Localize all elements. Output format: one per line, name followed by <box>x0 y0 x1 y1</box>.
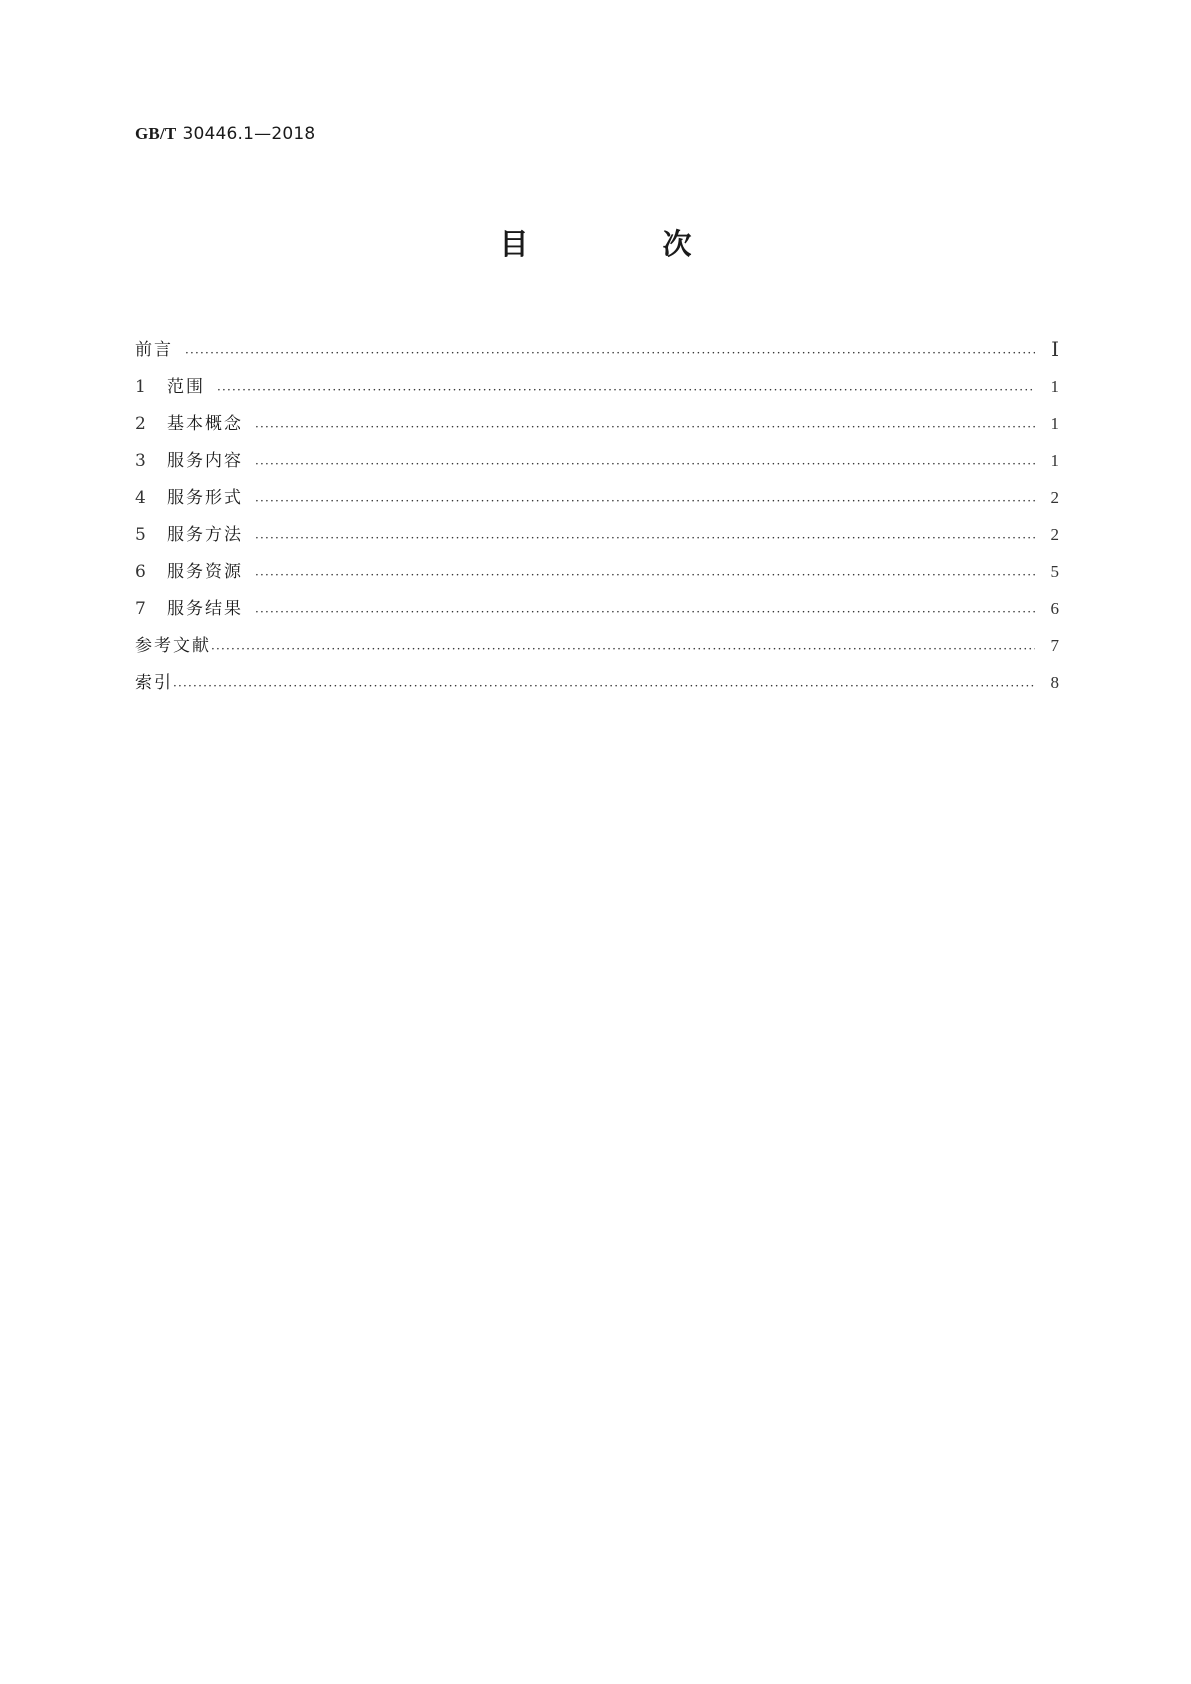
toc-page-number: 1 <box>1050 377 1059 396</box>
toc-page-number: 1 <box>1050 451 1059 470</box>
toc-entry-label: 索引 <box>135 673 173 693</box>
toc-entry-label: 服务内容 <box>167 451 243 471</box>
toc-dot-leader <box>255 487 1035 509</box>
toc-entry-2[interactable] <box>135 398 1059 435</box>
toc-page-number: 2 <box>1050 488 1059 507</box>
toc-entry-foreword[interactable] <box>135 324 1059 361</box>
toc-dot-leader <box>255 450 1035 472</box>
toc-entry-4[interactable] <box>135 472 1059 509</box>
toc-page-number: 7 <box>1050 636 1059 655</box>
toc-page-number: 6 <box>1050 599 1059 618</box>
standard-code <box>135 124 315 144</box>
toc-dot-leader <box>255 561 1035 583</box>
toc-entry-7[interactable] <box>135 583 1059 620</box>
toc-entry-label: 前言 <box>135 340 173 360</box>
toc-entry-6[interactable] <box>135 546 1059 583</box>
toc-entry-label: 范围 <box>167 377 205 397</box>
toc-dot-leader <box>255 413 1035 435</box>
toc-entry-label: 服务形式 <box>167 488 243 508</box>
toc-page-number: 1 <box>1050 414 1059 433</box>
toc-entry-index[interactable] <box>135 657 1059 694</box>
toc-entry-number: 2 <box>135 414 146 434</box>
toc-dot-leader <box>255 598 1035 620</box>
toc-dot-leader <box>173 672 1035 694</box>
toc-page-number: 5 <box>1050 562 1059 581</box>
toc-entry-bibliography[interactable] <box>135 620 1059 657</box>
toc-entry-label: 服务方法 <box>167 525 243 545</box>
toc-entry-number: 6 <box>135 562 146 582</box>
toc-page-number: 2 <box>1050 525 1059 544</box>
toc-page-number: Ⅰ <box>1051 339 1059 361</box>
toc-dot-leader <box>185 339 1035 361</box>
toc-entry-1[interactable] <box>135 361 1059 398</box>
toc-entry-label: 参考文献 <box>135 636 211 656</box>
toc-entry-label: 服务结果 <box>167 599 243 619</box>
table-of-contents <box>135 324 1059 694</box>
toc-dot-leader <box>211 635 1035 657</box>
standard-prefix: GB/T <box>135 124 177 143</box>
toc-dot-leader <box>255 524 1035 546</box>
toc-entry-number: 5 <box>135 525 146 545</box>
toc-dot-leader <box>217 376 1035 398</box>
toc-entry-3[interactable] <box>135 435 1059 472</box>
toc-entry-number: 7 <box>135 599 146 619</box>
toc-entry-label: 基本概念 <box>167 414 243 434</box>
standard-number: 30446.1—2018 <box>182 124 316 144</box>
toc-entry-number: 3 <box>135 451 146 471</box>
toc-entry-5[interactable] <box>135 509 1059 546</box>
toc-title: 目 次 <box>499 227 754 261</box>
toc-page-number: 8 <box>1050 673 1059 692</box>
toc-entry-label: 服务资源 <box>167 562 243 582</box>
toc-entry-number: 4 <box>135 488 146 508</box>
toc-entry-number: 1 <box>135 377 146 397</box>
